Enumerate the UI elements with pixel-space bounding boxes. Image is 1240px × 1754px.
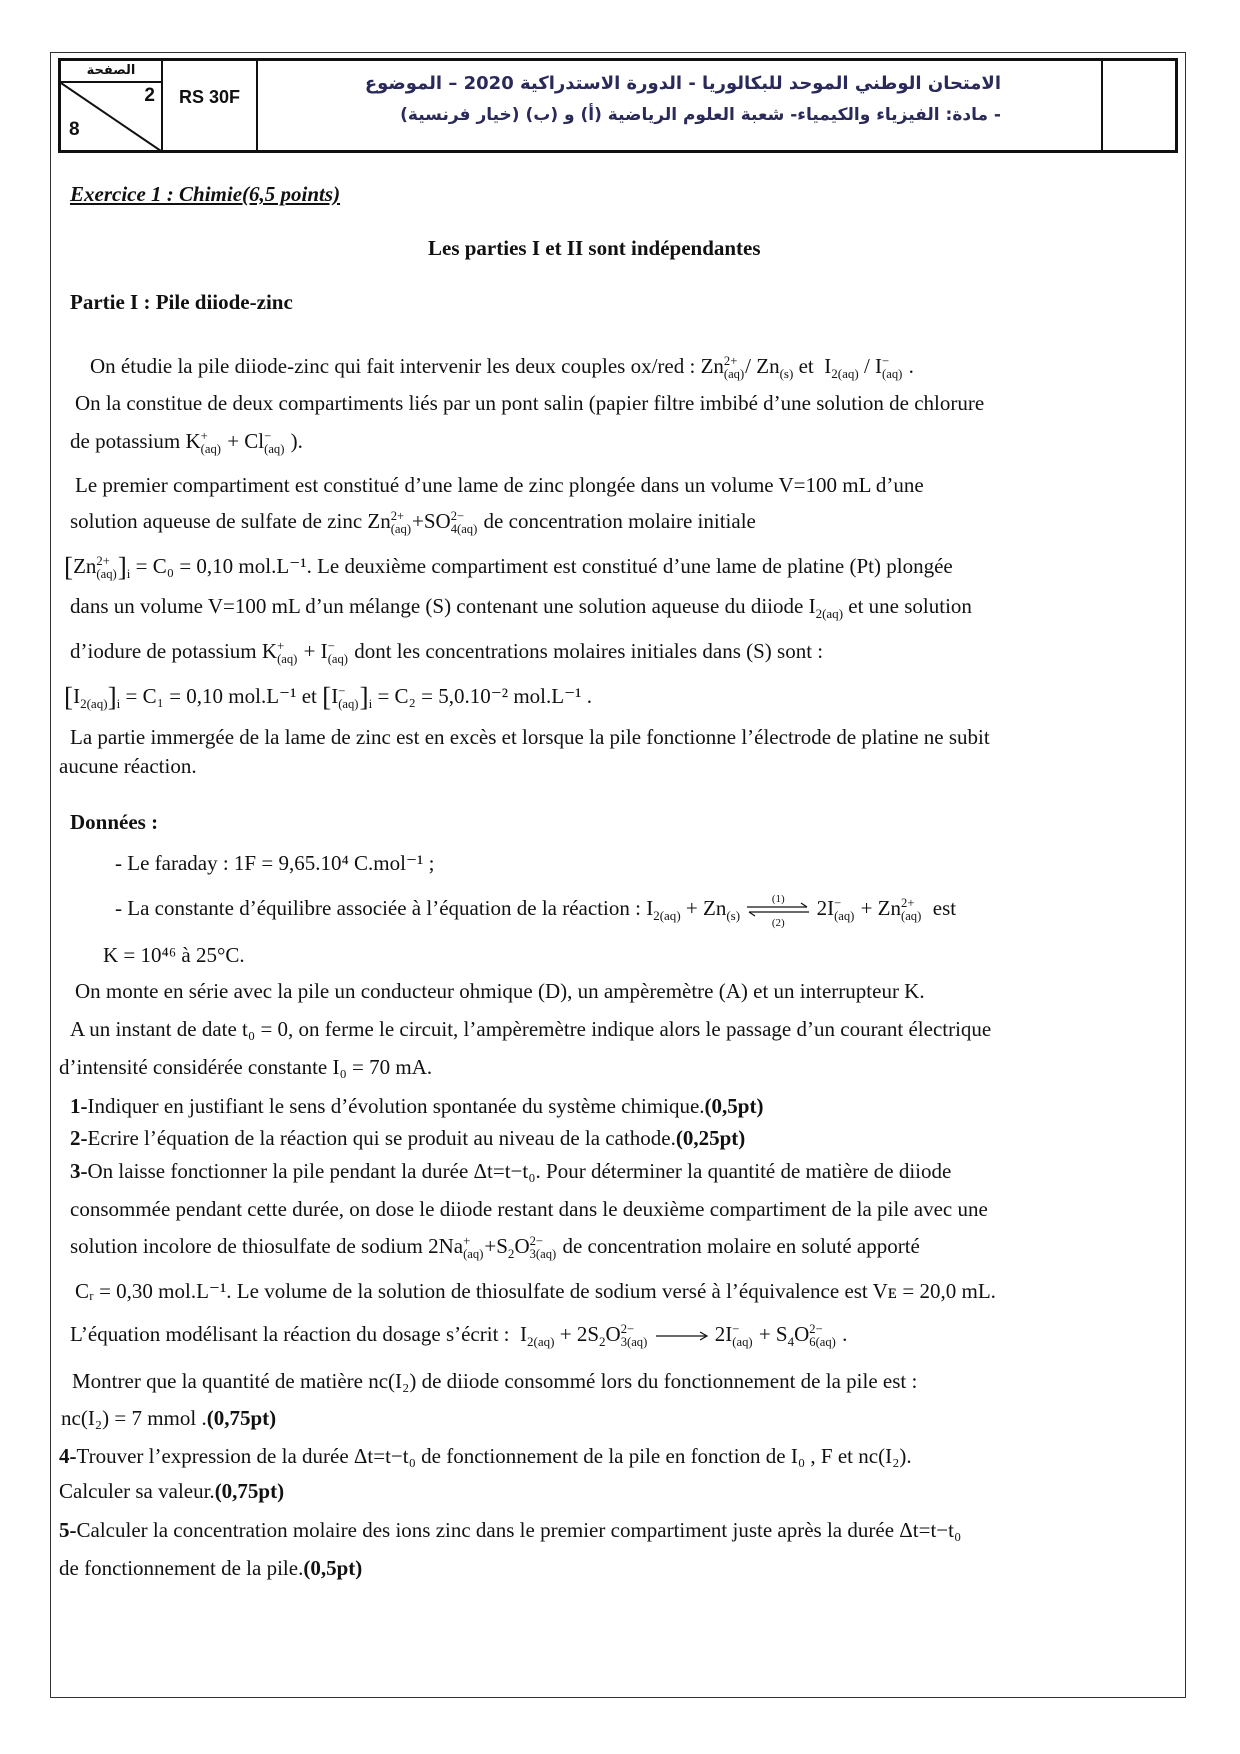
question-3-line-1: 3-On laisse fonctionner la pile pendant la durée Δt=t−t₀. Pour déterminer la quantité de matière de diiode [70,1159,952,1183]
equilibrium-arrow: (1) (2) [745,897,811,923]
exam-code-box [163,61,258,150]
intro-line-2: On la constitue de deux compartiments liés par un pont salin (papier filtre imbibé d’une solution de chlorure [75,391,985,415]
intro-line-11: aucune réaction. [59,754,197,778]
exercise-title: Exercice 1 : Chimie(6,5 points) [70,182,341,206]
header-empty-box [1103,61,1175,150]
donnees-faraday: - Le faraday : 1F = 9,65.10⁴ C.mol⁻¹ ; [115,851,435,875]
intro-line-1: On étudie la pile diiode-zinc qui fait intervenir les deux couples ox/red : Zn 2+ (aq) / $Zn_{(s)}$ et $I_{2(aq)}$ / I − (aq) . [90,354,914,382]
donnees-K: K = 10⁴⁶ à 25°C. [103,943,245,967]
parts-note: Les parties I et II sont indépendantes [428,236,761,260]
question-4-line-2: Calculer sa valeur.(0,75pt) [59,1479,285,1503]
page-label: الصفحة [61,61,161,83]
intro-line-6: [Zn 2+ (aq) ]$_i = C_0 = 0,10$ mol.L⁻¹. Le deuxième compartiment est constitué d’une lame de platine (Pt) plongée [64,552,953,582]
question-3-line-5: L’équation modélisant la réaction du dosage s’écrit : $I_{2(aq)} + 2S_2O$ 2− 3(aq) 2I − (aq) + $S_4O$ 2− 6(aq) . [70,1322,848,1350]
intro-line-3: de potassium K + (aq) + Cl − (aq) ). [70,429,303,457]
question-2: 2-Ecrire l’équation de la réaction qui se produit au niveau de la cathode.(0,25pt) [70,1126,746,1150]
circuit-line-1: On monte en série avec la pile un conducteur ohmique (D), un ampèremètre (A) et un interrupteur K. [75,979,925,1003]
circuit-line-3: d’intensité considérée constante I₀ = 70 mA. [59,1055,433,1079]
intro-line-5: solution aqueuse de sulfate de zinc Zn 2+ (aq) +SO 2− 4(aq) de concentration molaire initiale [70,509,756,537]
circuit-line-2: A un instant de date t₀ = 0, on ferme le circuit, l’ampèremètre indique alors le passage d’un courant électrique [70,1017,992,1041]
question-3-line-2: consommée pendant cette durée, on dose le diiode restant dans le deuxième compartiment de la pile avec une [70,1197,988,1221]
reaction-arrow [654,1329,710,1343]
question-5-line-1: 5-Calculer la concentration molaire des ions zinc dans le premier compartiment juste après la durée Δt=t−t₀ [59,1518,962,1542]
question-1: 1-Indiquer en justifiant le sens d’évolution spontanée du système chimique.(0,5pt) [70,1094,764,1118]
page-current: 2 [144,85,155,106]
question-3-line-7: nc(I₂) = 7 mmol .(0,75pt) [61,1406,277,1430]
page-number-box [61,61,163,150]
exam-header [58,58,1178,153]
question-5-line-2: de fonctionnement de la pile.(0,5pt) [59,1556,363,1580]
page-total: 8 [69,119,80,140]
intro-line-10: La partie immergée de la lame de zinc est en excès et lorsque la pile fonctionne l’électrode de platine ne subit [70,725,990,749]
intro-line-7: dans un volume V=100 mL d’un mélange (S) contenant une solution aqueuse du diiode $I_{2(aq)}$ et une solution [70,594,972,622]
intro-line-4: Le premier compartiment est constitué d’une lame de zinc plongée dans un volume V=100 mL d’une [75,473,924,497]
intro-line-9: $[I_{2(aq)}]_i = C_1 = 0,10$ mol.L⁻¹ et [I − (aq) ]$_i = C_2 = 5,0.10^{-2}$ mol.L⁻¹ . [64,682,592,712]
donnees-equation: - La constante d’équilibre associée à l’équation de la réaction : $I_{2(aq)} + Zn_{(s)}$ (1) (2) 2I − (aq) + Zn 2+ (aq) est [115,893,957,930]
question-3-line-3: solution incolore de thiosulfate de sodium 2Na + (aq) $+S_2O$ 2− 3(aq) de concentration molaire en soluté apporté [70,1234,920,1262]
exam-code: RS 30F [178,87,241,107]
exam-title-box [258,61,1103,150]
question-3-line-6: Montrer que la quantité de matière nc(I₂) de diiode consommé lors du fonctionnement de la pile est : [72,1369,918,1393]
question-4-line-1: 4-Trouver l’expression de la durée Δt=t−t₀ de fonctionnement de la pile en fonction de I₀ , F et nc(I₂). [59,1444,912,1468]
intro-line-8: d’iodure de potassium K + (aq) + I − (aq) dont les concentrations molaires initiales dans (S) sont : [70,639,824,667]
exam-title-line2: - مادة: الفيزياء والكيمياء- شعبة العلوم الرياضية (أ) و (ب) (خيار فرنسية) [400,105,1001,125]
question-3-line-4: Cᵣ = 0,30 mol.L⁻¹. Le volume de la solution de thiosulfate de sodium versé à l’équivalence est Vᴇ = 20,0 mL. [75,1279,996,1303]
exam-title-line1: الامتحان الوطني الموحد للبكالوريا - الدورة الاستدراكية 2020 – الموضوع [364,73,1001,94]
part1-title: Partie I : Pile diiode-zinc [70,290,293,314]
donnees-title: Données : [70,810,159,834]
